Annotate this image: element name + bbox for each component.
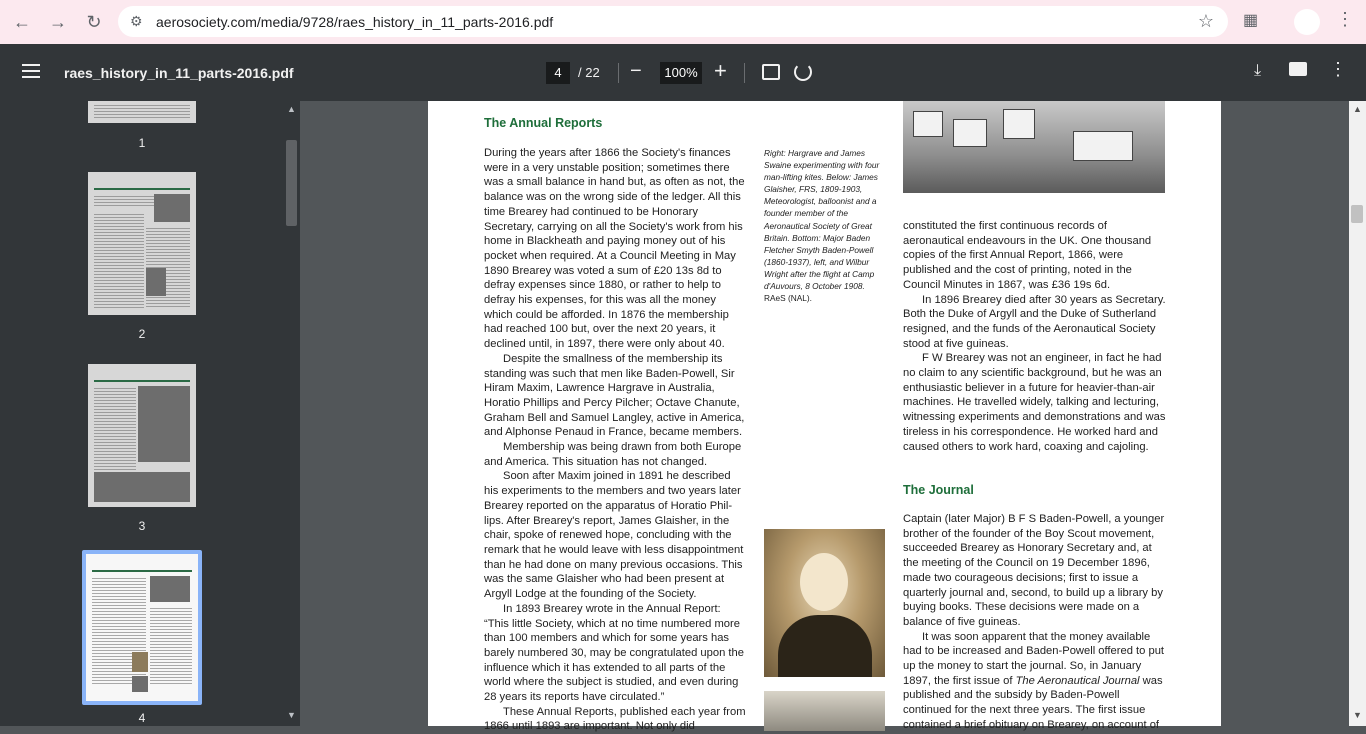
forward-icon[interactable]: → [49, 11, 67, 32]
page-thumbnail-3[interactable] [88, 364, 196, 507]
zoom-out-button[interactable]: − [630, 60, 642, 82]
paragraph-text: It was soon apparent that the money available had to be increased and Baden-Powell offered to put up the money to start the journal. So, in January 1897, the first issue of [903, 630, 1165, 687]
sidebar-menu-icon[interactable] [22, 64, 40, 78]
figure-caption [764, 147, 888, 304]
paragraph: Soon after Maxim joined in 1891 he described his experiments to the members and two years later Brearey reported on the apparatus of Horatio Phil-lips. After Brearey's report, James Glaisher, in the chair, spoke of renewed hope, concluding with the remark that he would leave with less disappointment than he had done on many previous occasions. This was the same Glaisher who had been present at Argyll Lodge at the founding of the Society. [484, 470, 744, 601]
toolbar-divider [618, 63, 619, 83]
caption-credit: RAeS (NAL). [764, 293, 812, 304]
pdf-page [428, 101, 1221, 733]
page-total: / 22 [578, 65, 600, 80]
paragraph-text: was published and the subsidy by Baden-Powell continued for the next three years. The first issue contained a brief obituary on Brearey, on account of [903, 674, 1163, 731]
fit-to-page-icon[interactable] [762, 64, 780, 80]
zoom-level-input[interactable]: 100% [660, 62, 702, 84]
extensions-icon[interactable]: ▦ [1243, 12, 1259, 29]
section-heading: The Journal [903, 483, 974, 497]
journal-title: The Aeronautical Journal [1015, 674, 1140, 687]
paragraph: constituted the first continuous records of aeronautical endeavours in the UK. One thousand copies of the first Annual Report, 1866, were published and the cost of printing, noted in the Council Minutes in 1867, was £36 19s 6d. [903, 220, 1152, 291]
page-thumbnail-label: 4 [138, 711, 146, 725]
site-info-icon[interactable]: ⚙ [130, 13, 143, 29]
profile-avatar[interactable] [1294, 9, 1320, 35]
rotate-icon[interactable] [794, 63, 812, 81]
caption-text: Right: Hargrave and James Swaine experimenting with four man-lifting kites. Below: James Glaisher, FRS, 1809-1903, Meteorologist, balloonist and a founder member of the Aeronautical Society of Great Britain. Bottom: Major Baden Fletcher Smyth Baden-Powell (1860-1937), left, and Wilbur Wright after the flight at Camp d'Auvours, 8 October 1908. [764, 148, 880, 292]
document-title: raes_history_in_11_parts-2016.pdf [64, 65, 294, 81]
page-number-input[interactable]: 4 [546, 62, 570, 84]
back-icon[interactable]: ← [13, 11, 31, 32]
page-thumbnail-2[interactable] [88, 172, 196, 315]
paragraph: In 1893 Brearey wrote in the Annual Report: “This little Society, which at no time numbered more than 100 members and which for some years has barely numbered 30, may be congratulated upon the influence which it has extended to all parts of the world where the subject is studied, and even during 28 years its reports have circulated.” [484, 602, 744, 704]
document-viewport [300, 101, 1349, 733]
page-thumbnail-label: 1 [138, 136, 146, 150]
pdf-toolbar [0, 44, 1366, 101]
browser-menu-icon[interactable]: ⋮ [1336, 9, 1354, 29]
right-column-top [903, 219, 1168, 454]
glaisher-portrait-photo [764, 529, 885, 677]
print-icon[interactable] [1289, 62, 1307, 76]
page-thumbnail-label: 2 [138, 327, 146, 341]
reload-icon[interactable]: ↻ [86, 11, 102, 32]
zoom-in-button[interactable]: + [714, 58, 727, 83]
thumbnail-sidebar [0, 101, 300, 726]
page-thumbnail-4[interactable] [86, 554, 198, 701]
browser-toolbar [0, 0, 1366, 44]
kites-photo [903, 101, 1165, 193]
baden-powell-wright-photo [764, 691, 885, 731]
document-scroll-up-icon[interactable]: ▲ [1353, 104, 1362, 114]
page-thumbnail-label: 3 [138, 519, 146, 533]
paragraph: In 1896 Brearey died after 30 years as Secretary. Both the Duke of Argyll and the Duke of Sutherland resigned, and the funds of the Aeronautical Society stood at five guineas. [903, 293, 1166, 350]
toolbar-divider [744, 63, 745, 83]
paragraph [903, 630, 1168, 733]
right-column-bottom [903, 512, 1168, 733]
address-bar[interactable] [118, 6, 1228, 37]
paragraph: These Annual Reports, published each year from 1866 until 1893 are important. Not only did [484, 705, 746, 733]
sidebar-scroll-up-icon[interactable]: ▲ [287, 104, 296, 114]
download-icon[interactable]: ⤓ [1254, 62, 1262, 79]
page-thumbnail-1[interactable] [88, 101, 196, 123]
section-heading: The Annual Reports [484, 116, 603, 130]
paragraph: F W Brearey was not an engineer, in fact he had no claim to any scientific background, but he was an enthusiastic believer in a future for heavier-than-air machines. He travelled widely, talking and lecturing, witnessing experiments and demonstrations and was tireless in his correspondence. He worked hard and caused others to work hard, coaxing and cajoling. [903, 352, 1166, 453]
pdf-more-menu-icon[interactable]: ⋮ [1329, 59, 1347, 79]
document-scroll-down-icon[interactable]: ▼ [1353, 710, 1362, 720]
document-scrollbar[interactable] [1349, 101, 1366, 726]
sidebar-scroll-down-icon[interactable]: ▼ [287, 710, 296, 720]
document-scroll-thumb[interactable] [1351, 205, 1363, 223]
paragraph: During the years after 1866 the Society's finances were in a very unstable position; sometimes there was a small balance in hand but, as often as not, the balance was on the wrong side of the ledger. All this time Brearey had continued to be Honorary Secretary, carrying on all the Society's work from his home in Blackheath and paying money out of his pocket when required. At a Council Meeting in May 1890 Brearey was voted a sum of £20 13s 8d to defray expenses since 1880, or rather to help to defray his expenses, for this was all the money which could be afforded. In 1876 the membership had reached 100 but, over the next 20 years, it declined until, in 1897, there were only about 40. [484, 147, 745, 351]
left-column [484, 146, 746, 734]
sidebar-scroll-thumb[interactable] [286, 140, 297, 226]
bookmark-star-icon[interactable]: ☆ [1197, 11, 1214, 31]
paragraph: Captain (later Major) B F S Baden-Powell, a younger brother of the founder of the Boy Scout movement, succeeded Brearey as Honorary Secretary and, at the meeting of the Council on 19 December 1896, made two courageous decisions; first to issue a quarterly journal and, second, to build up a library by buying books. These decisions were made on a balance of five guineas. [903, 513, 1165, 628]
paragraph: Despite the smallness of the membership its standing was such that men like Baden-Powell, Sir Hiram Maxim, Lawrence Hargrave in Australia, Horatio Phillips and Percy Pilcher; Octave Chanute, Graham Bell and Samuel Langley, active in America, and Alphonse Penaud in France, became members. [484, 352, 745, 439]
paragraph: Membership was being drawn from both Europe and America. This situation has not changed. [484, 441, 742, 468]
url-text[interactable]: aerosociety.com/media/9728/raes_history_in_11_parts-2016.pdf [156, 13, 554, 30]
